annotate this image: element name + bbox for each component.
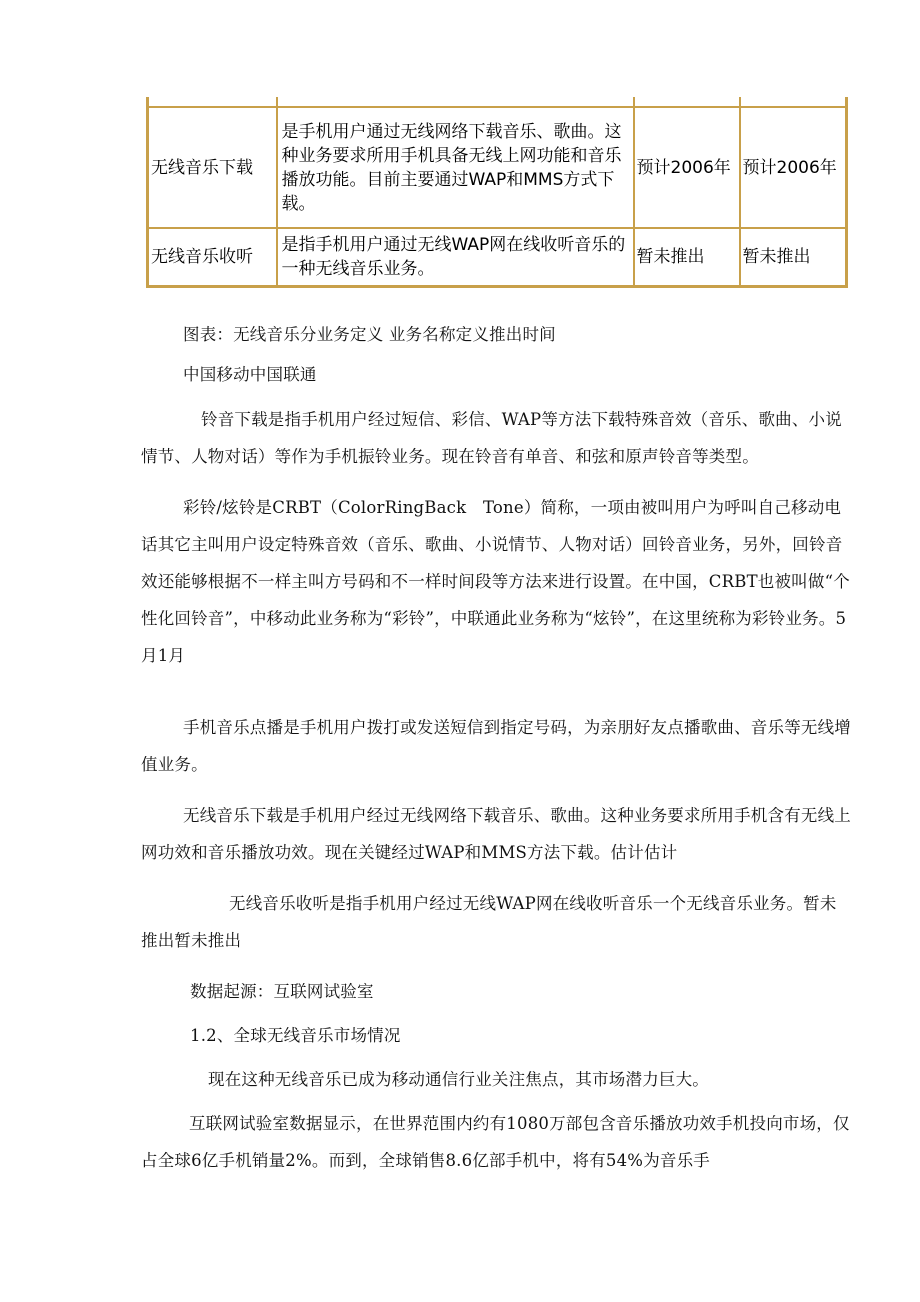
definition-cell: 是手机用户通过无线网络下载音乐、歌曲。这种业务要求所用手机具备无线上网功能和音乐播放功能。目前主要通过WAP和MMS方式下载。: [277, 107, 634, 228]
unicom-launch-cell: 预计2006年: [740, 107, 847, 228]
paragraph-crbt: 彩铃/炫铃是CRBT（ColorRingBack Tone）简称，一项由被叫用户为呼叫自己移动电话其它主叫用户设定特殊音效（音乐、歌曲、小说情节、人物对话）回铃音业务，另外，回铃音效还能够根据不一样主叫方号码和不一样时间段等方法来进行设置。在中国，CRBT也被叫做“个性化回铃音”，中移动此业务称为“彩铃”，中联通此业务称为“炫铃”，在这里统称为彩铃业务。5月1月: [141, 498, 850, 665]
table-row: [148, 228, 847, 286]
paragraph-music-download: 无线音乐下载是手机用户经过无线网络下载音乐、歌曲。这种业务要求所用手机含有无线上网功效和音乐播放功效。现在关键经过WAP和MMS方法下载。估计估计: [141, 806, 851, 862]
paragraph-music-streaming: 无线音乐收听是指手机用户经过无线WAP网在线收听音乐一个无线音乐业务。暂未推出暂未推出: [141, 894, 837, 950]
table-caption: 图表：无线音乐分业务定义 业务名称定义推出时间: [183, 325, 556, 344]
table-row-cutoff: [148, 97, 847, 107]
paragraph-market-intro: 现在这种无线音乐已成为移动通信行业关注焦点，其市场潜力巨大。: [208, 1070, 709, 1089]
definition-cell: 是指手机用户通过无线WAP网在线收听音乐的一种无线音乐业务。: [277, 228, 634, 286]
paragraph-music-on-demand: 手机音乐点播是手机用户拨打或发送短信到指定号码，为亲朋好友点播歌曲、音乐等无线增值业务。: [141, 718, 851, 774]
paragraph-market-data: 互联网试验室数据显示，在世界范围内约有1080万部包含音乐播放功效手机投向市场，仅占全球6亿手机销量2%。而到，全球销售8.6亿部手机中，将有54%为音乐手: [141, 1114, 850, 1170]
service-definition-table: [146, 97, 848, 288]
data-source: 数据起源：互联网试验室: [190, 982, 374, 1001]
cmcc-launch-cell: 暂未推出: [634, 228, 740, 286]
service-name-cell: 无线音乐下载: [148, 107, 277, 228]
cmcc-launch-cell: 预计2006年: [634, 107, 740, 228]
section-heading: 1.2、全球无线音乐市场情况: [190, 1026, 401, 1045]
service-name-cell: 无线音乐收听: [148, 228, 277, 286]
column-headers-line: 中国移动中国联通: [183, 365, 317, 384]
table-row: [148, 107, 847, 228]
paragraph-ringtone: 铃音下载是指手机用户经过短信、彩信、WAP等方法下载特殊音效（音乐、歌曲、小说情节、人物对话）等作为手机振铃业务。现在铃音有单音、和弦和原声铃音等类型。: [141, 410, 842, 466]
unicom-launch-cell: 暂未推出: [740, 228, 847, 286]
